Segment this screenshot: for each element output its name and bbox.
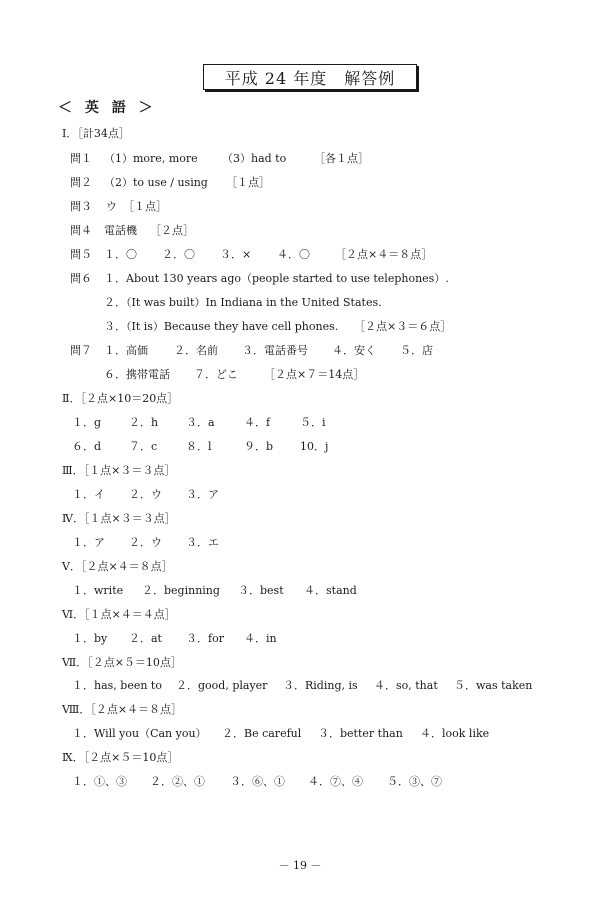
answer-text: ２．名前	[174, 344, 218, 357]
section-label: Ⅷ．［２点×４＝８点］	[62, 703, 183, 716]
answer-text: ４．stand	[304, 584, 357, 597]
page-number: － 19 －	[278, 859, 322, 872]
answer-text: ３．（It is）Because they have cell phones.	[104, 320, 339, 333]
section-label: Ⅲ．［１点×３＝３点］	[62, 464, 176, 477]
answer-text: ３．⑥、①	[230, 775, 285, 788]
section-label: Ⅰ．［計34点］	[62, 127, 130, 140]
answer-text: ［１点］	[226, 176, 270, 189]
answer-text: ３．Riding, is	[283, 679, 358, 692]
answer-text: 問６	[70, 272, 92, 285]
answer-text: ４．安く	[332, 344, 376, 357]
answer-text: （2）to use / using	[104, 176, 208, 189]
answer-text: ７．どこ	[194, 368, 238, 381]
answer-text: ２．ウ	[129, 536, 162, 549]
answer-text: ２．beginning	[142, 584, 220, 597]
answer-text: ７．c	[129, 440, 158, 453]
answer-text: ４．in	[244, 632, 277, 645]
answer-text: ４．f	[244, 416, 271, 429]
answer-text: ［２点×７＝14点］	[264, 368, 365, 381]
answer-text: 10．j	[300, 440, 329, 453]
answer-text: （1）more, more	[104, 152, 198, 165]
answer-text: 問４	[70, 224, 92, 237]
answer-text: ５．i	[300, 416, 326, 429]
answer-text: １．About 130 years ago（people started to use telephones）.	[104, 272, 449, 285]
answer-text: ４．look like	[420, 727, 490, 740]
answer-text: １．g	[72, 416, 102, 429]
answer-text: 問３	[70, 200, 92, 213]
answer-text: ［２点］	[150, 224, 194, 237]
answer-text: １．〇	[104, 248, 137, 261]
answer-text: １．write	[72, 584, 124, 597]
answer-text: １．イ	[72, 488, 105, 501]
answer-text: ２．h	[129, 416, 159, 429]
answer-text: ２．good, player	[176, 679, 268, 692]
answer-text: （3）had to	[222, 152, 287, 165]
answer-text: ２．Be careful	[222, 727, 302, 740]
answer-text: 問７	[70, 344, 92, 357]
answer-text: ［１点］	[123, 200, 167, 213]
answer-text: ３．best	[238, 584, 284, 597]
answer-text: １．by	[72, 632, 108, 645]
answer-text: ２．②、①	[150, 775, 205, 788]
page-title: 平成 24 年度 解答例	[203, 64, 417, 90]
subject-heading: ＜ 英 語 ＞	[58, 100, 157, 116]
answer-text: ウ	[106, 200, 117, 213]
answer-text: ［２点×３＝６点］	[354, 320, 452, 333]
answer-text: １．①、③	[72, 775, 127, 788]
answer-text: ２．at	[129, 632, 162, 645]
answer-text: ４．⑦、④	[308, 775, 363, 788]
answer-text: ５．③、⑦	[387, 775, 442, 788]
answer-text: 問５	[70, 248, 92, 261]
answer-text: ２．（It was built）In Indiana in the United States.	[104, 296, 382, 309]
section-label: Ⅶ．［２点×５＝10点］	[62, 656, 182, 669]
answer-text: １．高価	[104, 344, 148, 357]
answer-text: ４．so, that	[374, 679, 438, 692]
answer-text: ５．店	[400, 344, 433, 357]
answer-text: １．ア	[72, 536, 105, 549]
answer-text: 電話機	[104, 224, 137, 237]
answer-text: １．Will you（Can you）	[72, 727, 207, 740]
answer-text: ［各１点］	[314, 152, 369, 165]
answer-text: 問１	[70, 152, 92, 165]
answer-text: ８．l	[186, 440, 212, 453]
answer-text: ６．携帯電話	[104, 368, 170, 381]
section-label: Ⅸ．［２点×５＝10点］	[62, 751, 179, 764]
answer-text: ３．a	[186, 416, 215, 429]
section-label: Ⅱ．［２点×10＝20点］	[62, 392, 179, 405]
answer-text: ９．b	[244, 440, 274, 453]
answer-text: １．has, been to	[72, 679, 162, 692]
answer-text: 問２	[70, 176, 92, 189]
answer-text: ３．電話番号	[242, 344, 308, 357]
answer-text: ４．〇	[277, 248, 310, 261]
answer-text: ［２点×４＝８点］	[335, 248, 433, 261]
answer-text: ６．d	[72, 440, 102, 453]
answer-text: ３．ア	[186, 488, 219, 501]
answer-text: ５．was taken	[454, 679, 533, 692]
answer-text: ３．×	[220, 248, 252, 261]
section-label: Ⅴ．［２点×４＝８点］	[62, 560, 173, 573]
section-label: Ⅳ．［１点×３＝３点］	[62, 512, 176, 525]
answer-text: ２．ウ	[129, 488, 162, 501]
answer-text: ３．エ	[186, 536, 219, 549]
answer-text: ３．better than	[318, 727, 403, 740]
answer-text: ３．for	[186, 632, 224, 645]
answer-text: ２．〇	[162, 248, 195, 261]
section-label: Ⅵ．［１点×４＝４点］	[62, 608, 176, 621]
